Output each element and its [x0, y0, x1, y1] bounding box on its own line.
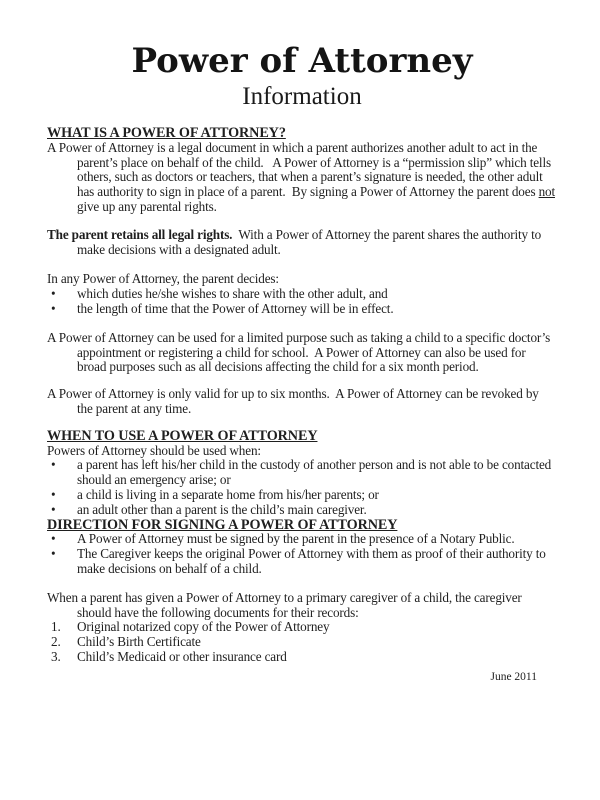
list-item: [47, 488, 557, 503]
underlined-word: not: [538, 184, 555, 200]
bullet-marker: •: [51, 286, 56, 302]
bullet-marker: •: [51, 457, 56, 473]
list-item-text: Original notarized copy of the Power of Attorney: [77, 619, 330, 635]
page-subtitle: Information: [242, 83, 362, 110]
paragraph-text: A Power of Attorney is a legal document in which a parent authorizes another adult to act in the parent’s place on behalf of the child. A Power of Attorney is a “permission slip” which tells others, such as doctors or teachers, that when a parent’s signature is needed, the other adult has authority to sign in place of a parent. By signing a Power of Attorney the parent does: [47, 139, 555, 200]
bullet-marker: •: [51, 300, 56, 316]
paragraph-text: give up any parental rights.: [77, 184, 559, 214]
section-heading-what-is: WHAT IS A POWER OF ATTORNEY?: [47, 125, 286, 141]
paragraph-when-intro: Powers of Attorney should be used when:: [47, 442, 261, 458]
numbered-list-item: [47, 650, 557, 665]
bullet-marker: •: [51, 531, 56, 547]
paragraph-validity: A Power of Attorney is only valid for up to six months. A Power of Attorney can be revoked by the parent at any time.: [47, 386, 542, 416]
numbered-list-item: [47, 635, 557, 650]
section-heading-when-to-use: WHEN TO USE A POWER OF ATTORNEY: [47, 427, 318, 444]
list-item: [47, 503, 557, 518]
section-heading-signing: DIRECTION FOR SIGNING A POWER OF ATTORNEY: [47, 516, 398, 533]
list-item-text: Child’s Medicaid or other insurance card: [77, 648, 287, 664]
numbered-list-item: [47, 620, 557, 635]
bullet-marker: •: [51, 486, 56, 502]
paragraph-parent-decides: In any Power of Attorney, the parent decides:: [47, 271, 279, 287]
list-item: [47, 532, 557, 547]
list-item: [47, 287, 557, 302]
list-item: [47, 302, 557, 317]
paragraph-definition: [47, 141, 557, 215]
paragraph-caregiver-documents: When a parent has given a Power of Attorney to a primary caregiver of a child, the caregiver should have the following documents for their records:: [47, 589, 525, 620]
list-item-text: an adult other than a parent is the child’s main caregiver.: [77, 501, 367, 517]
number-marker: 3.: [51, 648, 61, 664]
list-item-text: A Power of Attorney must be signed by the parent in the presence of a Notary Public.: [77, 531, 515, 547]
paragraph-limited-purpose: A Power of Attorney can be used for a limited purpose such as taking a child to a specific doctor’s appointment or registering a child for school. A Power of Attorney can also be used for broad purposes such as all decisions affecting the child for a six month period.: [47, 329, 554, 375]
bold-lead-in: The parent retains all legal rights.: [47, 226, 233, 242]
list-item-text: the length of time that the Power of Attorney will be in effect.: [77, 300, 394, 316]
list-item: [47, 547, 557, 577]
paragraph-parent-rights: [47, 228, 557, 258]
paragraph-text: With a Power of Attorney the parent shares the authority to make decisions with a designated adult.: [77, 226, 545, 257]
footer-date: June 2011: [490, 670, 537, 683]
list-item-text: a parent has left his/her child in the custody of another person and is not able to be contacted should an emergency arise; or: [77, 457, 555, 488]
number-marker: 1.: [51, 619, 61, 635]
list-item-text: The Caregiver keeps the original Power of Attorney with them as proof of their authority to make decisions on behalf of a child.: [77, 546, 549, 576]
bullet-marker: •: [51, 501, 56, 517]
list-item-text: Child’s Birth Certificate: [77, 634, 201, 650]
list-item: [47, 458, 557, 488]
bullet-marker: •: [51, 546, 56, 562]
page-title: Power of Attorney: [131, 41, 473, 81]
list-item-text: a child is living in a separate home from his/her parents; or: [77, 486, 379, 502]
list-item-text: which duties he/she wishes to share with the other adult, and: [77, 286, 388, 302]
number-marker: 2.: [51, 634, 61, 650]
